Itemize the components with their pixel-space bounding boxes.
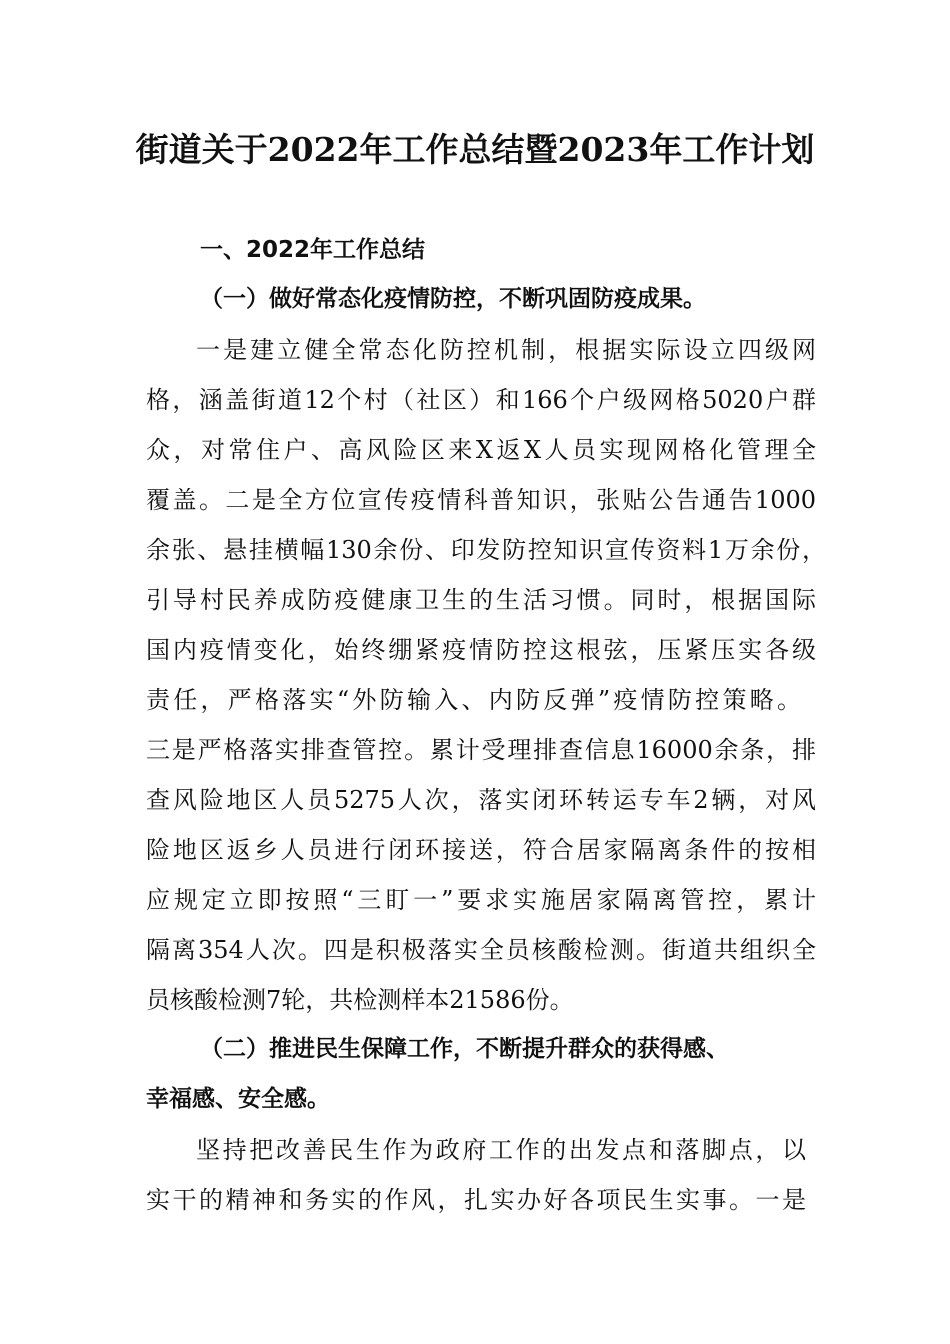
- paragraph-line: 实干的精神和务实的作风，扎实办好各项民生实事。一是: [146, 1186, 806, 1214]
- paragraph-line: 查风险地区人员5275人次，落实闭环转运专车2辆，对风: [146, 786, 816, 814]
- paragraph-line: 隔离354人次。四是积极落实全员核酸检测。街道共组织全: [146, 936, 816, 964]
- document-title: 街道关于2022年工作总结暨2023年工作计划: [135, 130, 815, 169]
- paragraph-line: 国内疫情变化，始终绷紧疫情防控这根弦，压紧压实各级: [146, 636, 816, 664]
- subsection-heading-livelihood-cont: 幸福感、安全感。: [146, 1085, 330, 1112]
- paragraph-line: 责任，严格落实“外防输入、内防反弹”疫情防控策略。: [146, 686, 801, 714]
- paragraph-line: 格，涵盖街道12个村（社区）和166个户级网格5020户群: [146, 386, 816, 414]
- section-heading-2022-summary: 一、2022年工作总结: [200, 237, 426, 263]
- paragraph-line: 覆盖。二是全方位宣传疫情科普知识，张贴公告通告1000: [146, 486, 816, 514]
- paragraph-line: 一是建立健全常态化防控机制，根据实际设立四级网: [196, 336, 816, 364]
- paragraph-line: 坚持把改善民生作为政府工作的出发点和落脚点，以: [196, 1136, 806, 1164]
- paragraph-line: 三是严格落实排查管控。累计受理排查信息16000余条，排: [146, 736, 816, 764]
- paragraph-line: 员核酸检测7轮，共检测样本21586份。: [146, 986, 574, 1014]
- subsection-heading-livelihood: （二）推进民生保障工作，不断提升群众的获得感、: [200, 1035, 729, 1062]
- paragraph-line: 余张、悬挂横幅130余份、印发防控知识宣传资料1万余份，: [146, 536, 826, 564]
- paragraph-line: 应规定立即按照“三盯一”要求实施居家隔离管控，累计: [146, 886, 816, 914]
- paragraph-line: 险地区返乡人员进行闭环接送，符合居家隔离条件的按相: [146, 836, 816, 864]
- paragraph-line: 众，对常住户、高风险区来X返X人员实现网格化管理全: [146, 436, 816, 464]
- subsection-heading-epidemic-control: （一）做好常态化疫情防控，不断巩固防疫成果。: [200, 285, 706, 312]
- paragraph-line: 引导村民养成防疫健康卫生的生活习惯。同时，根据国际: [146, 586, 816, 614]
